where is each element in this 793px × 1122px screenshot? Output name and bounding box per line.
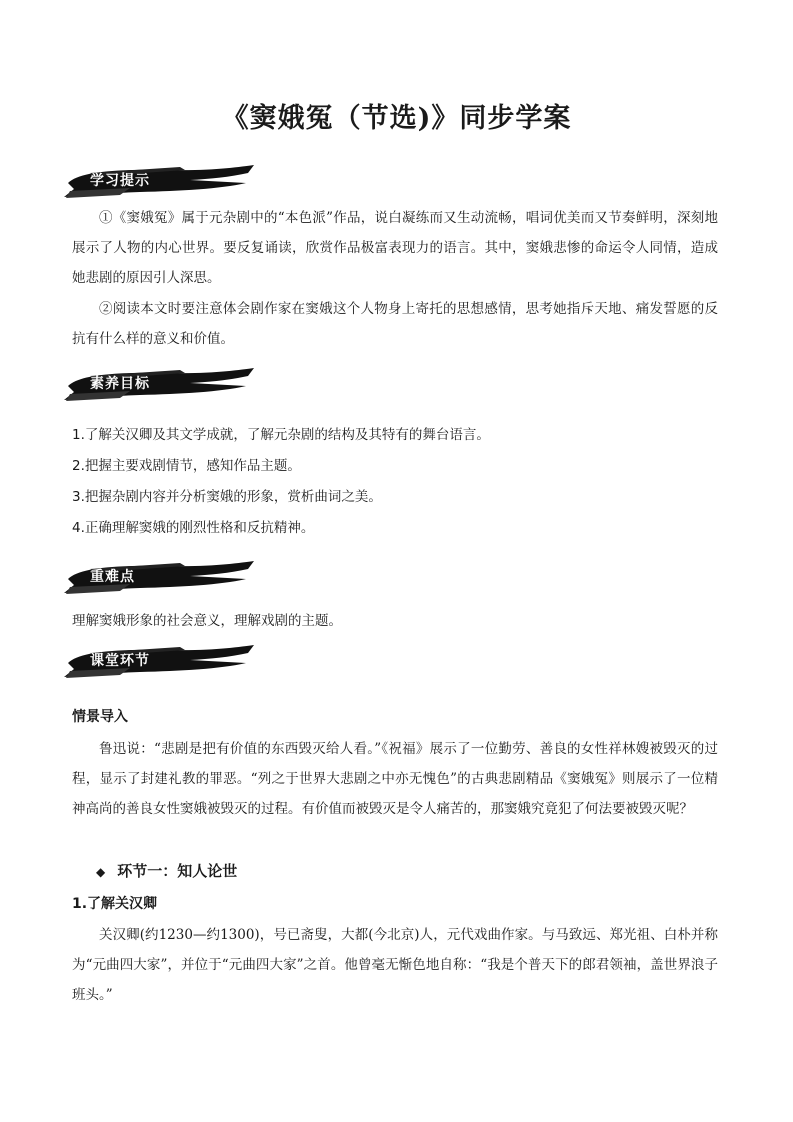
section-banner-class [60, 641, 260, 681]
tips-paragraph-1: ①《窦娥冤》属于元杂剧中的“本色派”作品，说白凝练而又生动流畅，唱词优美而又节奏鲜明，深刻地展示了人物的内心世界。要反复诵读，欣赏作品极富表现力的语言。其中，窦娥悲惨的命运令人同情，造成她悲剧的原因引人深思。 [72, 210, 718, 286]
segment-heading [96, 860, 237, 881]
diamond-bullet-icon: ◆ [96, 865, 106, 879]
section-banner-key [60, 557, 260, 597]
section-label-goals: 素养目标 [90, 376, 150, 392]
segment-title: 环节一：知人论世 [117, 862, 238, 880]
goal-item: 1.了解关汉卿及其文学成就，了解元杂剧的结构及其特有的舞台语言。 [72, 427, 490, 443]
goal-item: 2.把握主要戏剧情节，感知作品主题。 [72, 458, 301, 474]
section-label-key: 重难点 [90, 569, 135, 585]
tips-paragraph-2: ②阅读本文时要注意体会剧作家在窦娥这个人物身上寄托的思想感情，思考她指斥天地、痛发誓愿的反抗有什么样的意义和价值。 [72, 301, 718, 347]
author-paragraph: 关汉卿(约1230—约1300)，号已斋叟，大都(今北京)人，元代戏曲作家。与马致远、郑光祖、白朴并称为“元曲四大家”，并位于“元曲四大家”之首。他曾毫无惭色地自称：“我是个普天下的郎君领袖，盖世界浪子班头。” [72, 927, 718, 1003]
section-banner-goals [60, 364, 260, 404]
sub-heading: 1.了解关汉卿 [72, 896, 158, 912]
goal-item: 4.正确理解窦娥的刚烈性格和反抗精神。 [72, 520, 315, 536]
page-title: 《窦娥冤（节选)》同步学案 [221, 103, 572, 134]
intro-paragraph: 鲁迅说：“悲剧是把有价值的东西毁灭给人看。”《祝福》展示了一位勤劳、善良的女性祥林嫂被毁灭的过程，显示了封建礼教的罪恶。“列之于世界大悲剧之中亦无愧色”的古典悲剧精品《窦娥冤》则展示了一位精神高尚的善良女性窦娥被毁灭的过程。有价值而被毁灭是令人痛苦的，那窦娥究竟犯了何法要被毁灭呢？ [72, 741, 718, 817]
section-label-class: 课堂环节 [90, 653, 150, 669]
intro-heading: 情景导入 [72, 709, 128, 725]
section-label-tips: 学习提示 [90, 173, 150, 189]
section-banner-tips [60, 161, 260, 201]
key-point-text: 理解窦娥形象的社会意义，理解戏剧的主题。 [72, 613, 342, 629]
goal-item: 3.把握杂剧内容并分析窦娥的形象，赏析曲词之美。 [72, 489, 382, 505]
